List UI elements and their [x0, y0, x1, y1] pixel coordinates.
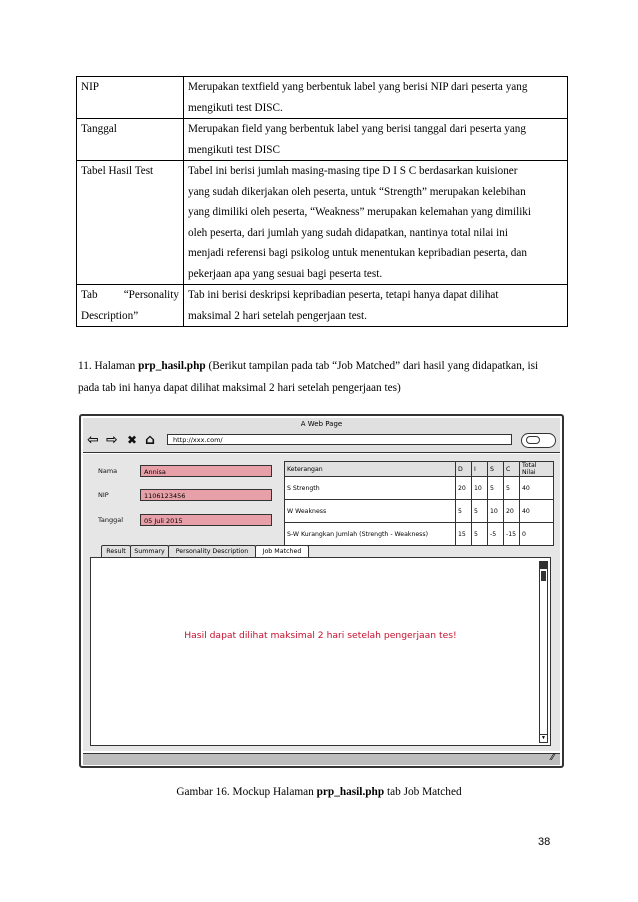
url-input[interactable]: http://xxx.com/: [167, 434, 512, 445]
scroll-up-icon[interactable]: [540, 562, 547, 569]
tab-personality-description[interactable]: Personality Description: [168, 545, 256, 557]
availability-message: Hasil dapat dilihat maksimal 2 hari setelah pengerjaan tes!: [184, 630, 457, 641]
row-description: Tab ini berisi deskripsi kepribadian peserta, tetapi hanya dapat dilihat maksimal 2 hari setelah pengerjaan test.: [184, 285, 568, 327]
nip-field: 1106123456: [140, 489, 272, 501]
nip-label: NIP: [98, 491, 109, 499]
back-icon[interactable]: ⇦: [87, 432, 99, 448]
row-key: Tabel Hasil Test: [77, 161, 184, 285]
search-button[interactable]: [521, 433, 556, 448]
tab-summary[interactable]: Summary: [130, 545, 169, 557]
date-label: Tanggal: [98, 516, 124, 524]
search-icon: [526, 436, 540, 444]
name-label: Nama: [98, 467, 118, 475]
col-total: Total Nilai: [520, 462, 554, 477]
row-key: NIP: [77, 77, 184, 119]
date-field: 05 Juli 2015: [140, 514, 272, 526]
row-description: Merupakan field yang berbentuk label yang berisi tanggal dari peserta yang mengikuti test DISC: [184, 119, 568, 161]
tab-panel: [90, 557, 551, 746]
table-header-row: [285, 462, 554, 477]
forward-icon[interactable]: ⇨: [106, 432, 118, 448]
definition-table: [76, 76, 568, 327]
resize-grip-icon[interactable]: ⁄⁄: [550, 753, 554, 763]
name-field: Annisa: [140, 465, 272, 477]
table-row: W Weakness 5 5 10 20 40: [285, 500, 554, 523]
home-icon[interactable]: ⌂: [145, 432, 156, 448]
table-row: S Strength 20 10 5 5 40: [285, 477, 554, 500]
col-s: S: [488, 462, 504, 477]
col-c: C: [504, 462, 520, 477]
table-row: [77, 119, 568, 161]
row-description: Merupakan textfield yang berbentuk label yang berisi NIP dari peserta yang mengikuti test DISC.: [184, 77, 568, 119]
scroll-thumb[interactable]: [541, 571, 546, 581]
table-row: S-W Kurangkan Jumlah (Strength - Weakness) 15 5 -5 -15 0: [285, 523, 554, 546]
window-title: A Web Page: [83, 418, 560, 430]
page-number: 38: [538, 836, 551, 848]
row-key: Tanggal: [77, 119, 184, 161]
tab-result[interactable]: Result: [101, 545, 131, 557]
page-content: [83, 454, 560, 751]
scroll-down-icon[interactable]: ▼: [541, 736, 546, 741]
col-i: I: [472, 462, 488, 477]
browser-window: [79, 414, 564, 768]
row-description: Tabel ini berisi jumlah masing-masing tipe D I S C berdasarkan kuisioner yang sudah dikerjakan oleh peserta, untuk “Strength” merupakan kelebihan yang dimiliki oleh peserta, “Weakness” merupakan kelemahan yang dimiliki oleh peserta, dari jumlah yang sudah didapatkan, nantinya total nilai ini menjadi referensi bagi psikolog untuk menentukan kepribadian peserta, dan pekerjaan apa yang sesuai bagi peserta test.: [184, 161, 568, 285]
table-row: [77, 161, 568, 285]
section-intro: 11. Halaman prp_hasil.php (Berikut tampilan pada tab “Job Matched” dari hasil yang didapatkan, isi pada tab ini hanya dapat dilihat maksimal 2 hari setelah pengerjaan tes): [78, 360, 539, 394]
result-table: [284, 461, 554, 546]
mockup-figure: [79, 414, 564, 768]
figure-caption: Gambar 16. Mockup Halaman prp_hasil.php tab Job Matched: [176, 786, 462, 798]
table-row: [77, 285, 568, 327]
col-d: D: [456, 462, 472, 477]
table-row: [77, 77, 568, 119]
browser-toolbar: [83, 430, 560, 453]
scrollbar[interactable]: [539, 561, 548, 743]
tab-job-matched[interactable]: Job Matched: [255, 545, 309, 558]
col-keterangan: Keterangan: [285, 462, 456, 477]
status-bar: [83, 753, 560, 765]
row-key: Tab “Personality Description”: [77, 285, 184, 327]
stop-icon[interactable]: ✖: [127, 433, 138, 447]
